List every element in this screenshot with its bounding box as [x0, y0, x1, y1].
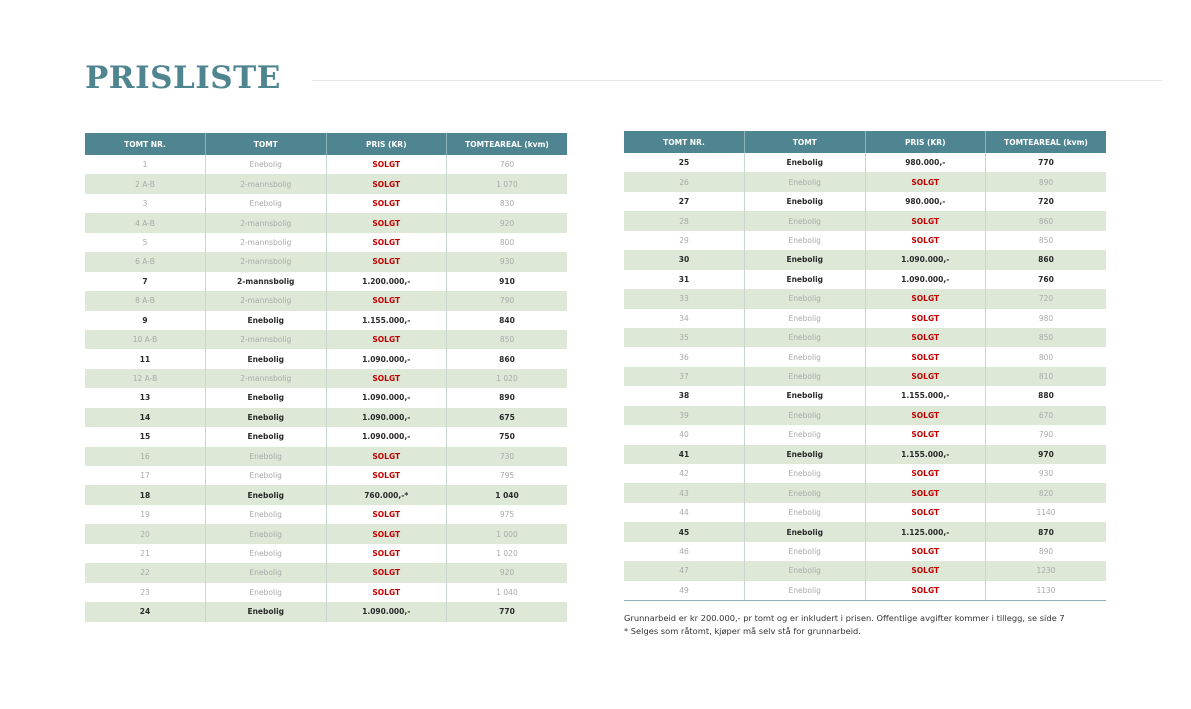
table-row — [624, 328, 1106, 347]
price-cell: SOLGT — [326, 524, 447, 543]
lot-type-cell: Enebolig — [745, 309, 866, 328]
table-row — [85, 233, 567, 252]
lot-number-cell: 9 — [85, 311, 206, 330]
table-row — [624, 309, 1106, 328]
price-cell: 1.090.000,- — [326, 427, 447, 446]
table-header-row — [624, 131, 1106, 153]
table-header-row — [85, 133, 567, 155]
lot-type-cell: Enebolig — [745, 561, 866, 580]
lot-type-cell: Enebolig — [206, 485, 327, 504]
header-price: PRIS (KR) — [326, 133, 447, 155]
price-cell: SOLGT — [326, 583, 447, 602]
price-cell: SOLGT — [326, 213, 447, 232]
area-cell: 800 — [986, 347, 1107, 366]
header-area: TOMTEAREAL (kvm) — [986, 131, 1107, 153]
lot-number-cell: 28 — [624, 211, 745, 230]
price-table-right — [624, 131, 1106, 601]
header-lot-number: TOMT NR. — [624, 131, 745, 153]
area-cell: 1 020 — [447, 544, 568, 563]
table-row — [85, 544, 567, 563]
area-cell: 790 — [447, 291, 568, 310]
area-cell: 890 — [986, 172, 1107, 191]
table-row — [85, 485, 567, 504]
area-cell: 975 — [447, 505, 568, 524]
table-row — [624, 270, 1106, 289]
table-row — [624, 542, 1106, 561]
area-cell: 910 — [447, 272, 568, 291]
lot-type-cell: Enebolig — [206, 155, 327, 174]
lot-type-cell: 2-mannsbolig — [206, 369, 327, 388]
footnote-line: Grunnarbeid er kr 200.000,- pr tomt og er inkludert i prisen. Offentlige avgifter kommer i tillegg, se side 7 — [624, 613, 1065, 623]
price-cell: SOLGT — [865, 483, 986, 502]
area-cell: 770 — [986, 153, 1107, 172]
price-cell: SOLGT — [865, 425, 986, 444]
lot-number-cell: 25 — [624, 153, 745, 172]
area-cell: 770 — [447, 602, 568, 621]
lot-type-cell: Enebolig — [745, 386, 866, 405]
header-lot-number: TOMT NR. — [85, 133, 206, 155]
price-cell: SOLGT — [326, 291, 447, 310]
lot-type-cell: Enebolig — [745, 250, 866, 269]
lot-number-cell: 20 — [85, 524, 206, 543]
area-cell: 1 040 — [447, 583, 568, 602]
lot-number-cell: 22 — [85, 563, 206, 582]
price-cell: SOLGT — [326, 174, 447, 193]
price-cell: SOLGT — [865, 581, 986, 601]
area-cell: 890 — [986, 542, 1107, 561]
area-cell: 810 — [986, 367, 1107, 386]
lot-type-cell: Enebolig — [206, 602, 327, 621]
price-cell: SOLGT — [326, 369, 447, 388]
lot-number-cell: 3 — [85, 194, 206, 213]
area-cell: 830 — [447, 194, 568, 213]
lot-number-cell: 40 — [624, 425, 745, 444]
price-cell: SOLGT — [865, 328, 986, 347]
table-row — [85, 427, 567, 446]
lot-type-cell: Enebolig — [745, 347, 866, 366]
price-cell: SOLGT — [865, 172, 986, 191]
area-cell: 1 000 — [447, 524, 568, 543]
table-row — [85, 349, 567, 368]
price-cell: 1.090.000,- — [326, 349, 447, 368]
lot-type-cell: Enebolig — [206, 524, 327, 543]
lot-type-cell: Enebolig — [206, 505, 327, 524]
price-cell: 1.125.000,- — [865, 522, 986, 541]
table-row — [85, 174, 567, 193]
area-cell: 750 — [447, 427, 568, 446]
table-row — [624, 211, 1106, 230]
price-cell: SOLGT — [326, 194, 447, 213]
price-cell: SOLGT — [865, 561, 986, 580]
table-row — [624, 172, 1106, 191]
price-cell: 1.155.000,- — [865, 445, 986, 464]
price-cell: 980.000,- — [865, 153, 986, 172]
lot-number-cell: 1 — [85, 155, 206, 174]
price-cell: SOLGT — [865, 347, 986, 366]
lot-type-cell: Enebolig — [206, 583, 327, 602]
price-cell: SOLGT — [865, 503, 986, 522]
area-cell: 920 — [447, 213, 568, 232]
lot-number-cell: 31 — [624, 270, 745, 289]
lot-type-cell: 2-mannsbolig — [206, 330, 327, 349]
lot-number-cell: 38 — [624, 386, 745, 405]
price-cell: 1.090.000,- — [326, 388, 447, 407]
table-row — [624, 406, 1106, 425]
lot-number-cell: 5 — [85, 233, 206, 252]
lot-number-cell: 26 — [624, 172, 745, 191]
price-cell: 760.000,-* — [326, 485, 447, 504]
table-row — [85, 291, 567, 310]
lot-type-cell: Enebolig — [206, 311, 327, 330]
table-row — [624, 386, 1106, 405]
area-cell: 860 — [986, 250, 1107, 269]
lot-type-cell: Enebolig — [745, 425, 866, 444]
lot-number-cell: 2 A-B — [85, 174, 206, 193]
area-cell: 860 — [447, 349, 568, 368]
area-cell: 1 020 — [447, 369, 568, 388]
title-divider — [312, 80, 1162, 81]
table-row — [624, 192, 1106, 211]
lot-type-cell: Enebolig — [745, 367, 866, 386]
area-cell: 760 — [986, 270, 1107, 289]
lot-number-cell: 34 — [624, 309, 745, 328]
lot-type-cell: Enebolig — [745, 211, 866, 230]
table-row — [85, 602, 567, 621]
lot-number-cell: 13 — [85, 388, 206, 407]
area-cell: 1130 — [986, 581, 1107, 601]
lot-type-cell: Enebolig — [745, 542, 866, 561]
header-area: TOMTEAREAL (kvm) — [447, 133, 568, 155]
lot-number-cell: 49 — [624, 581, 745, 601]
lot-number-cell: 15 — [85, 427, 206, 446]
table-row — [624, 347, 1106, 366]
lot-type-cell: Enebolig — [745, 192, 866, 211]
table-row — [624, 231, 1106, 250]
area-cell: 1 070 — [447, 174, 568, 193]
table-row — [624, 483, 1106, 502]
footnote — [624, 612, 1124, 637]
price-cell: SOLGT — [326, 155, 447, 174]
lot-type-cell: 2-mannsbolig — [206, 174, 327, 193]
price-cell: SOLGT — [865, 289, 986, 308]
table-row — [624, 289, 1106, 308]
lot-number-cell: 19 — [85, 505, 206, 524]
area-cell: 800 — [447, 233, 568, 252]
lot-number-cell: 43 — [624, 483, 745, 502]
lot-type-cell: Enebolig — [745, 483, 866, 502]
area-cell: 860 — [986, 211, 1107, 230]
lot-type-cell: Enebolig — [745, 328, 866, 347]
table-row — [85, 524, 567, 543]
area-cell: 1230 — [986, 561, 1107, 580]
table-row — [624, 250, 1106, 269]
price-table-left — [85, 133, 567, 622]
header-lot-type: TOMT — [745, 131, 866, 153]
price-cell: SOLGT — [865, 464, 986, 483]
area-cell: 850 — [986, 231, 1107, 250]
lot-number-cell: 16 — [85, 447, 206, 466]
lot-type-cell: Enebolig — [745, 270, 866, 289]
table-row — [85, 408, 567, 427]
table-row — [624, 561, 1106, 580]
lot-type-cell: 2-mannsbolig — [206, 213, 327, 232]
lot-type-cell: Enebolig — [206, 447, 327, 466]
lot-number-cell: 24 — [85, 602, 206, 621]
price-cell: SOLGT — [326, 233, 447, 252]
table-row — [85, 369, 567, 388]
lot-number-cell: 44 — [624, 503, 745, 522]
lot-number-cell: 4 A-B — [85, 213, 206, 232]
table-row — [85, 466, 567, 485]
price-cell: SOLGT — [865, 406, 986, 425]
area-cell: 1140 — [986, 503, 1107, 522]
area-cell: 840 — [447, 311, 568, 330]
price-cell: SOLGT — [865, 309, 986, 328]
lot-number-cell: 23 — [85, 583, 206, 602]
price-cell: SOLGT — [326, 563, 447, 582]
price-cell: 980.000,- — [865, 192, 986, 211]
area-cell: 970 — [986, 445, 1107, 464]
area-cell: 920 — [447, 563, 568, 582]
area-cell: 675 — [447, 408, 568, 427]
lot-type-cell: Enebolig — [206, 427, 327, 446]
lot-type-cell: Enebolig — [206, 349, 327, 368]
price-cell: SOLGT — [326, 505, 447, 524]
lot-type-cell: Enebolig — [745, 231, 866, 250]
lot-number-cell: 21 — [85, 544, 206, 563]
lot-type-cell: Enebolig — [206, 408, 327, 427]
table-row — [624, 425, 1106, 444]
lot-number-cell: 10 A-B — [85, 330, 206, 349]
lot-number-cell: 33 — [624, 289, 745, 308]
lot-type-cell: Enebolig — [206, 388, 327, 407]
area-cell: 1 040 — [447, 485, 568, 504]
page-title: PRISLISTE — [85, 60, 281, 96]
lot-type-cell: 2-mannsbolig — [206, 272, 327, 291]
lot-number-cell: 8 A-B — [85, 291, 206, 310]
lot-type-cell: Enebolig — [745, 581, 866, 601]
area-cell: 850 — [986, 328, 1107, 347]
area-cell: 930 — [986, 464, 1107, 483]
table-row — [85, 447, 567, 466]
table-row — [624, 581, 1106, 601]
lot-number-cell: 14 — [85, 408, 206, 427]
price-cell: SOLGT — [865, 231, 986, 250]
price-cell: 1.155.000,- — [326, 311, 447, 330]
area-cell: 730 — [447, 447, 568, 466]
price-cell: 1.090.000,- — [326, 602, 447, 621]
lot-number-cell: 35 — [624, 328, 745, 347]
table-row — [85, 155, 567, 174]
price-cell: SOLGT — [865, 211, 986, 230]
header-lot-type: TOMT — [206, 133, 327, 155]
table-row — [85, 311, 567, 330]
lot-number-cell: 47 — [624, 561, 745, 580]
area-cell: 795 — [447, 466, 568, 485]
lot-number-cell: 42 — [624, 464, 745, 483]
price-cell: SOLGT — [326, 466, 447, 485]
lot-type-cell: Enebolig — [745, 503, 866, 522]
table-row — [85, 505, 567, 524]
lot-number-cell: 30 — [624, 250, 745, 269]
price-cell: 1.200.000,- — [326, 272, 447, 291]
table-row — [85, 330, 567, 349]
lot-number-cell: 46 — [624, 542, 745, 561]
table-row — [624, 503, 1106, 522]
lot-number-cell: 6 A-B — [85, 252, 206, 271]
lot-type-cell: Enebolig — [206, 563, 327, 582]
area-cell: 870 — [986, 522, 1107, 541]
lot-number-cell: 29 — [624, 231, 745, 250]
area-cell: 850 — [447, 330, 568, 349]
table-row — [85, 272, 567, 291]
lot-type-cell: Enebolig — [745, 522, 866, 541]
table-row — [85, 388, 567, 407]
price-cell: SOLGT — [326, 330, 447, 349]
lot-type-cell: Enebolig — [206, 194, 327, 213]
lot-type-cell: Enebolig — [745, 172, 866, 191]
lot-type-cell: Enebolig — [745, 153, 866, 172]
lot-type-cell: Enebolig — [206, 466, 327, 485]
header-price: PRIS (KR) — [865, 131, 986, 153]
area-cell: 760 — [447, 155, 568, 174]
area-cell: 670 — [986, 406, 1107, 425]
table-row — [624, 464, 1106, 483]
lot-number-cell: 17 — [85, 466, 206, 485]
lot-number-cell: 36 — [624, 347, 745, 366]
price-cell: SOLGT — [326, 544, 447, 563]
lot-number-cell: 45 — [624, 522, 745, 541]
table-row — [85, 194, 567, 213]
lot-type-cell: Enebolig — [745, 289, 866, 308]
table-row — [624, 445, 1106, 464]
area-cell: 720 — [986, 192, 1107, 211]
table-row — [85, 583, 567, 602]
area-cell: 930 — [447, 252, 568, 271]
table-row — [624, 522, 1106, 541]
price-cell: 1.155.000,- — [865, 386, 986, 405]
table-row — [85, 213, 567, 232]
area-cell: 890 — [447, 388, 568, 407]
lot-type-cell: 2-mannsbolig — [206, 291, 327, 310]
price-cell: SOLGT — [326, 252, 447, 271]
lot-type-cell: Enebolig — [745, 445, 866, 464]
lot-number-cell: 41 — [624, 445, 745, 464]
table-row — [85, 252, 567, 271]
lot-number-cell: 7 — [85, 272, 206, 291]
area-cell: 980 — [986, 309, 1107, 328]
lot-type-cell: Enebolig — [745, 406, 866, 425]
lot-number-cell: 39 — [624, 406, 745, 425]
table-row — [85, 563, 567, 582]
table-row — [624, 367, 1106, 386]
lot-number-cell: 18 — [85, 485, 206, 504]
lot-number-cell: 11 — [85, 349, 206, 368]
lot-type-cell: Enebolig — [745, 464, 866, 483]
area-cell: 720 — [986, 289, 1107, 308]
lot-number-cell: 27 — [624, 192, 745, 211]
price-cell: SOLGT — [865, 542, 986, 561]
price-cell: SOLGT — [326, 447, 447, 466]
lot-number-cell: 12 A-B — [85, 369, 206, 388]
price-cell: 1.090.000,- — [326, 408, 447, 427]
area-cell: 820 — [986, 483, 1107, 502]
area-cell: 790 — [986, 425, 1107, 444]
lot-number-cell: 37 — [624, 367, 745, 386]
price-cell: 1.090.000,- — [865, 250, 986, 269]
price-cell: 1.090.000,- — [865, 270, 986, 289]
price-cell: SOLGT — [865, 367, 986, 386]
lot-type-cell: Enebolig — [206, 544, 327, 563]
lot-type-cell: 2-mannsbolig — [206, 252, 327, 271]
footnote-line: * Selges som råtomt, kjøper må selv stå for grunnarbeid. — [624, 625, 861, 636]
table-row — [624, 153, 1106, 172]
area-cell: 880 — [986, 386, 1107, 405]
lot-type-cell: 2-mannsbolig — [206, 233, 327, 252]
